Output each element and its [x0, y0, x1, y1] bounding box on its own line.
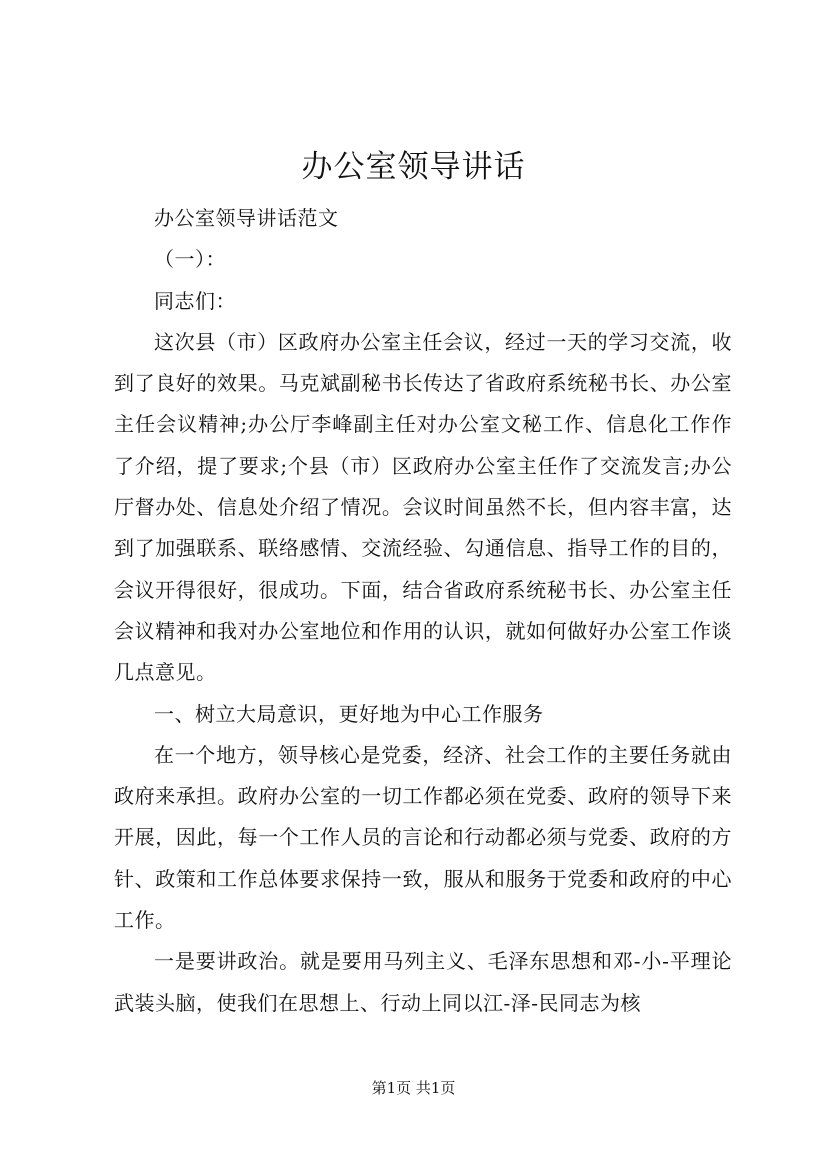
subtitle-paragraph: 办公室领导讲话范文 [154, 206, 339, 230]
section-heading: 一、树立大局意识，更好地为中心工作服务 [154, 701, 544, 726]
document-body [114, 198, 732, 1024]
page-footer: 第1页 共1页 [371, 1079, 456, 1097]
document-title: 办公室领导讲话 [301, 149, 526, 185]
body-paragraph: 一是要讲政治。就是要用马列主义、毛泽东思想和邓-小-平理论武装头脑，使我们在思想上、行动上同以江-泽-民同志为核 [114, 949, 732, 1015]
body-paragraph: 这次县（市）区政府办公室主任会议，经过一天的学习交流，收到了良好的效果。马克斌副秘书长传达了省政府系统秘书长、办公室主任会议精神;办公厅李峰副主任对办公室文秘工作、信息化工作作了介绍，提了要求;个县（市）区政府办公室主任作了交流发言;办公厅督办处、信息处介绍了情况。会议时间虽然不长，但内容丰富，达到了加强联系、联络感情、交流经验、勾通信息、指导工作的目的，会议开得很好，很成功。下面，结合省政府系统秘书长、办公室主任会议精神和我对办公室地位和作用的认识，就如何做好办公室工作谈几点意见。 [114, 329, 732, 685]
section-number: （一）： [154, 247, 226, 272]
body-paragraph: 在一个地方，领导核心是党委，经济、社会工作的主要任务就由政府来承担。政府办公室的一切工作都必须在党委、政府的领导下来开展，因此，每一个工作人员的言论和行动都必须与党委、政府的方针、政策和工作总体要求保持一致，服从和服务于党委和政府的中心工作。 [114, 742, 732, 933]
salutation: 同志们： [154, 288, 236, 313]
